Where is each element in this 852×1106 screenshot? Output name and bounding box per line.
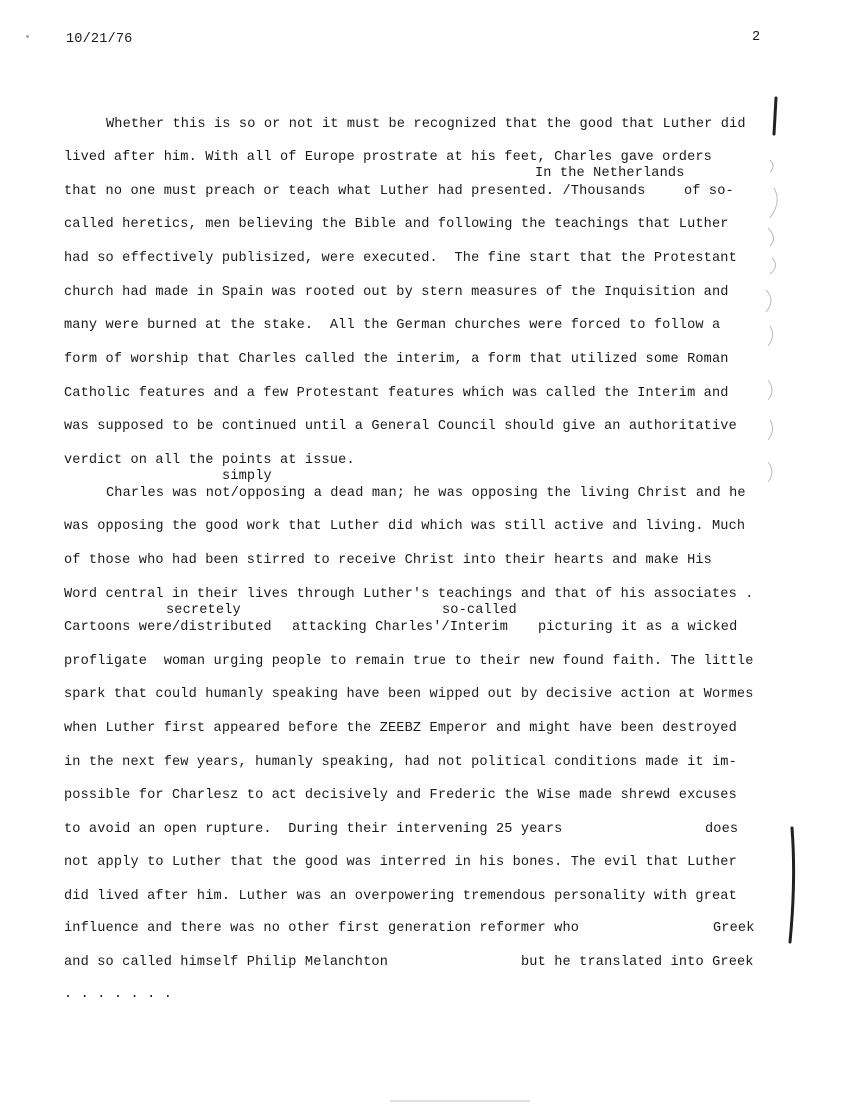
p2-line-12: not apply to Luther that the good was interred in his bones. The evil that Luther: [64, 855, 737, 870]
page-number: 2: [752, 30, 761, 45]
p2-line-1: Charles was not/opposing a dead man; he was opposing the living Christ and he: [106, 486, 746, 501]
p2-line-14: influence and there was no other first generation reformer who: [64, 921, 580, 936]
bleed-through-marks: [766, 160, 777, 482]
p1-line-2: lived after him. With all of Europe prostrate at his feet, Charles gave orders: [64, 150, 712, 165]
margin-change-bar-top: [760, 90, 820, 530]
p2-line-10: possible for Charlesz to act decisively and Frederic the Wise made shrewd excuses: [64, 788, 737, 803]
p1-line-4: called heretics, men believing the Bible and following the teachings that Luther: [64, 217, 729, 232]
p2-line-11: to avoid an open rupture. During their intervening 25 years: [64, 822, 563, 837]
p1-line-7: many were burned at the stake. All the German churches were forced to follow a: [64, 318, 721, 333]
p2-line-9: in the next few years, humanly speaking, had not political conditions made it im-: [64, 755, 737, 770]
p1-line-3-tail: of so-: [684, 184, 734, 199]
paper-speck: [26, 35, 29, 38]
bottom-smudge: [390, 1100, 530, 1102]
p1-line-6: church had made in Spain was rooted out by stern measures of the Inquisition and: [64, 285, 729, 300]
cartoons-part-3: picturing it as a wicked: [538, 620, 738, 635]
p2-line-7: spark that could humanly speaking have been wipped out by decisive action at Wormes: [64, 687, 754, 702]
change-bar-line: [790, 828, 794, 942]
insert-secretely: secretely: [166, 603, 241, 618]
p2-line-2: was opposing the good work that Luther did which was still active and living. Much: [64, 519, 746, 534]
p2-line-15-tail: but he translated into Greek: [521, 955, 754, 970]
word-does: does: [705, 822, 739, 837]
insert-so-called: so-called: [442, 603, 517, 618]
p2-line-6: profligate woman urging people to remain true to their new found faith. The little: [64, 654, 754, 669]
p1-line-3: that no one must preach or teach what Luther had presented. /Thousands: [64, 184, 646, 199]
p2-line-15: and so called himself Philip Melanchton: [64, 955, 388, 970]
p1-line-10: was supposed to be continued until a General Council should give an authoritative: [64, 419, 737, 434]
word-greek: Greek: [713, 921, 755, 936]
p2-line-3: of those who had been stirred to receive Christ into their hearts and make His: [64, 553, 712, 568]
insert-in-the-netherlands: In the Netherlands: [535, 166, 685, 181]
margin-change-bar-bottom: [780, 820, 810, 950]
cartoons-part-2: attacking Charles'/Interim: [292, 620, 508, 635]
cartoons-part-1: Cartoons were/distributed: [64, 620, 272, 635]
insert-simply: simply: [222, 469, 272, 484]
p2-line-13: did lived after him. Luther was an overpowering tremendous personality with great: [64, 889, 737, 904]
p1-line-8: form of worship that Charles called the interim, a form that utilized some Roman: [64, 352, 729, 367]
p2-line-8: when Luther first appeared before the ZEEBZ Emperor and might have been destroyed: [64, 721, 737, 736]
change-bar-line: [774, 98, 776, 134]
date-header: 10/21/76: [66, 32, 133, 47]
p1-line-1: Whether this is so or not it must be recognized that the good that Luther did: [106, 117, 746, 132]
p1-line-9: Catholic features and a few Protestant features which was called the Interim and: [64, 386, 729, 401]
p1-line-11: verdict on all the points at issue.: [64, 453, 355, 468]
ellipsis: . . . . . . .: [64, 987, 172, 1002]
p1-line-5: had so effectively publisized, were executed. The fine start that the Protestant: [64, 251, 737, 266]
p2-line-4: Word central in their lives through Luther's teachings and that of his associates .: [64, 587, 754, 602]
